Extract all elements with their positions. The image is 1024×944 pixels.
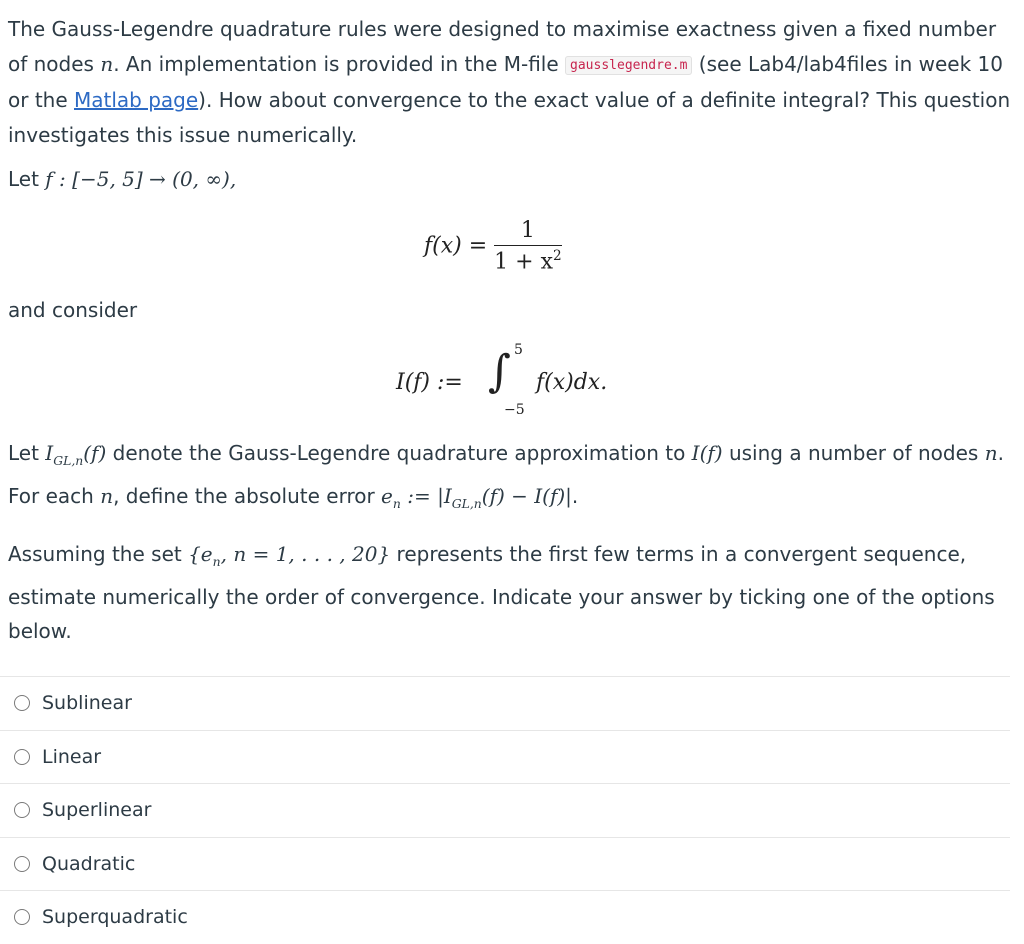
option-quadratic[interactable]: Quadratic bbox=[0, 837, 1010, 891]
intro-paragraph: The Gauss-Legendre quadrature rules were designed to maximise exactness given a fixed number of nodes n. An implementation is provided in the M-file gausslegendre.m (see Lab4/lab4files in week 10 or the Matlab page). How about convergence to the exact value of a definite integral? This question investigates this issue numerically. bbox=[8, 17, 1011, 147]
option-linear[interactable]: Linear bbox=[0, 730, 1010, 784]
radio-button[interactable] bbox=[14, 909, 30, 925]
option-superlinear[interactable]: Superlinear bbox=[0, 783, 1010, 837]
option-sublinear[interactable]: Sublinear bbox=[0, 676, 1010, 730]
answer-options bbox=[0, 676, 1010, 944]
matlab-page-link[interactable]: Matlab page bbox=[74, 88, 199, 112]
radio-button[interactable] bbox=[14, 749, 30, 765]
radio-button[interactable] bbox=[14, 856, 30, 872]
radio-button[interactable] bbox=[14, 695, 30, 711]
function-definition: f(x) = $\frac{1}{1 + x^2}$ bbox=[424, 218, 562, 275]
error-definition bbox=[8, 436, 1013, 649]
math-n: n bbox=[100, 51, 114, 76]
code-filename: gausslegendre.m bbox=[565, 56, 692, 75]
question-text bbox=[8, 12, 1013, 197]
integral-symbol: ∫ bbox=[488, 346, 511, 397]
assume-paragraph: Assuming the set {$e_n$, n = 1, . . . , 20} represents the first few terms in a convergent sequence, estimate numerically the order of convergence. Indicate your answer by ticking one of the options below. bbox=[8, 542, 995, 643]
error-paragraph: Let $I_{GL,n}(f)$ denote the Gauss-Legendre quadrature approximation to I(f) using a number of nodes n. For each n, define the absolute error $e_n$ := $|I_{GL,n}(f) - I(f)|$. bbox=[8, 441, 1004, 511]
radio-button[interactable] bbox=[14, 802, 30, 818]
and-consider-text: and consider bbox=[8, 298, 138, 322]
option-superquadratic[interactable]: Superquadratic bbox=[0, 890, 1010, 944]
let-f-paragraph: Let f : [−5, 5] → (0, ∞), bbox=[8, 167, 237, 191]
math-domain: f : [−5, 5] → (0, ∞), bbox=[45, 167, 237, 191]
fraction: $\frac{1}{1 + x^2}$ bbox=[494, 218, 562, 275]
